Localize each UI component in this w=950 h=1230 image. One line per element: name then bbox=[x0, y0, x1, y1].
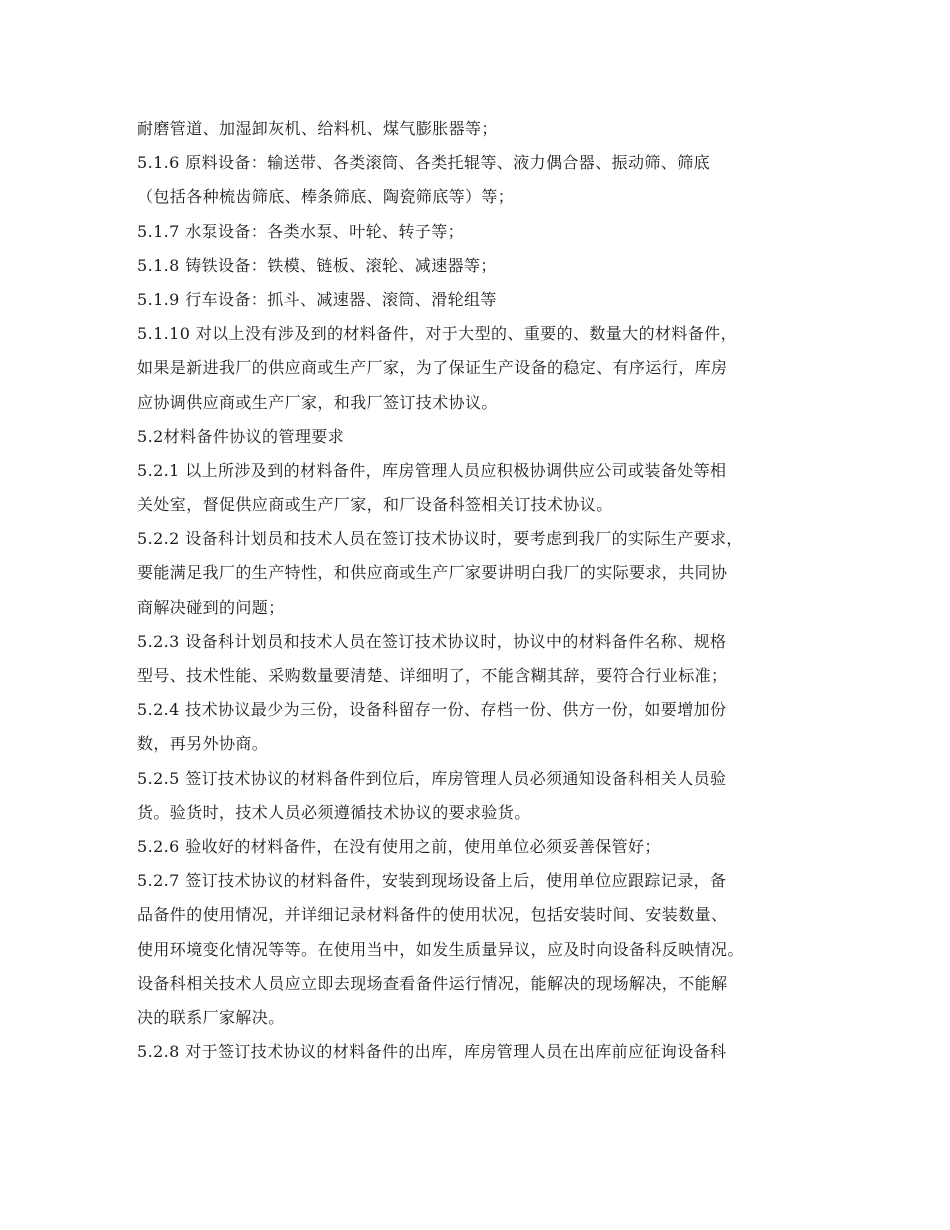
text-line: 5.1.6 原料设备：输送带、各类滚筒、各类托辊等、液力偶合器、振动筛、筛底 bbox=[137, 153, 710, 173]
text-line: 5.2.8 对于签订技术协议的材料备件的出库，库房管理人员在出库前应征询设备科 bbox=[137, 1042, 727, 1062]
text-line: 数，再另外协商。 bbox=[137, 734, 269, 754]
text-line: 关处室，督促供应商或生产厂家，和厂设备科签相关订技术协议。 bbox=[137, 495, 613, 515]
text-line: 5.2.6 验收好的材料备件，在没有使用之前，使用单位必须妥善保管好； bbox=[137, 836, 661, 856]
text-line: 5.2.2 设备科计划员和技术人员在签订技术协议时，要考虑到我厂的实际生产要求， bbox=[137, 529, 743, 549]
text-line: 5.1.8 铸铁设备：铁模、链板、滚轮、减速器等； bbox=[137, 255, 497, 275]
text-line: 5.2.4 技术协议最少为三份，设备科留存一份、存档一份、供方一份，如要增加份 bbox=[137, 700, 727, 720]
text-line: 型号、技术性能、采购数量要清楚、详细明了，不能含糊其辞，要符合行业标准； bbox=[137, 666, 728, 685]
text-line: 5.2.1 以上所涉及到的材料备件，库房管理人员应积极协调供应公司或装备处等相 bbox=[137, 460, 727, 480]
text-line: 5.2.7 签订技术协议的材料备件，安装到现场设备上后，使用单位应跟踪记录，备 bbox=[137, 871, 727, 891]
text-line: 如果是新进我厂的供应商或生产厂家，为了保证生产设备的稳定、有序运行，库房 bbox=[137, 358, 728, 378]
text-line: 5.1.7 水泵设备：各类水泵、叶轮、转子等； bbox=[137, 221, 464, 241]
text-line: 设备科相关技术人员应立即去现场查看备件运行情况，能解决的现场解决，不能解 bbox=[137, 973, 728, 993]
text-line: 5.2.5 签订技术协议的材料备件到位后，库房管理人员必须通知设备科相关人员验 bbox=[137, 768, 727, 788]
text-line: 决的联系厂家解决。 bbox=[137, 1007, 285, 1027]
text-line: 耐磨管道、加湿卸灰机、给料机、煤气膨胀器等； bbox=[137, 119, 498, 138]
section-heading: 5.2材料备件协议的管理要求 bbox=[137, 426, 345, 446]
text-line: 货。验货时，技术人员必须遵循技术协议的要求验货。 bbox=[137, 802, 531, 822]
text-line: 商解决碰到的问题； bbox=[137, 597, 285, 617]
text-line: 应协调供应商或生产厂家，和我厂签订技术协议。 bbox=[137, 392, 498, 412]
text-line: 要能满足我厂的生产特性，和供应商或生产厂家要讲明白我厂的实际要求，共同协 bbox=[137, 563, 728, 583]
text-line: 5.1.10 对以上没有涉及到的材料备件，对于大型的、重要的、数量大的材料备件， bbox=[137, 324, 737, 344]
text-line: 使用环境变化情况等等。在使用当中，如发生质量异议，应及时向设备科反映情况。 bbox=[137, 939, 744, 959]
text-line: 品备件的使用情况，并详细记录材料备件的使用状况，包括安装时间、安装数量、 bbox=[137, 905, 728, 925]
document-body bbox=[137, 112, 837, 1069]
text-line: 5.1.9 行车设备：抓斗、减速器、滚筒、滑轮组等 bbox=[137, 289, 497, 309]
text-line: （包括各种梳齿筛底、棒条筛底、陶瓷筛底等）等； bbox=[137, 187, 515, 207]
text-line: 5.2.3 设备科计划员和技术人员在签订技术协议时，协议中的材料备件名称、规格 bbox=[137, 631, 727, 651]
